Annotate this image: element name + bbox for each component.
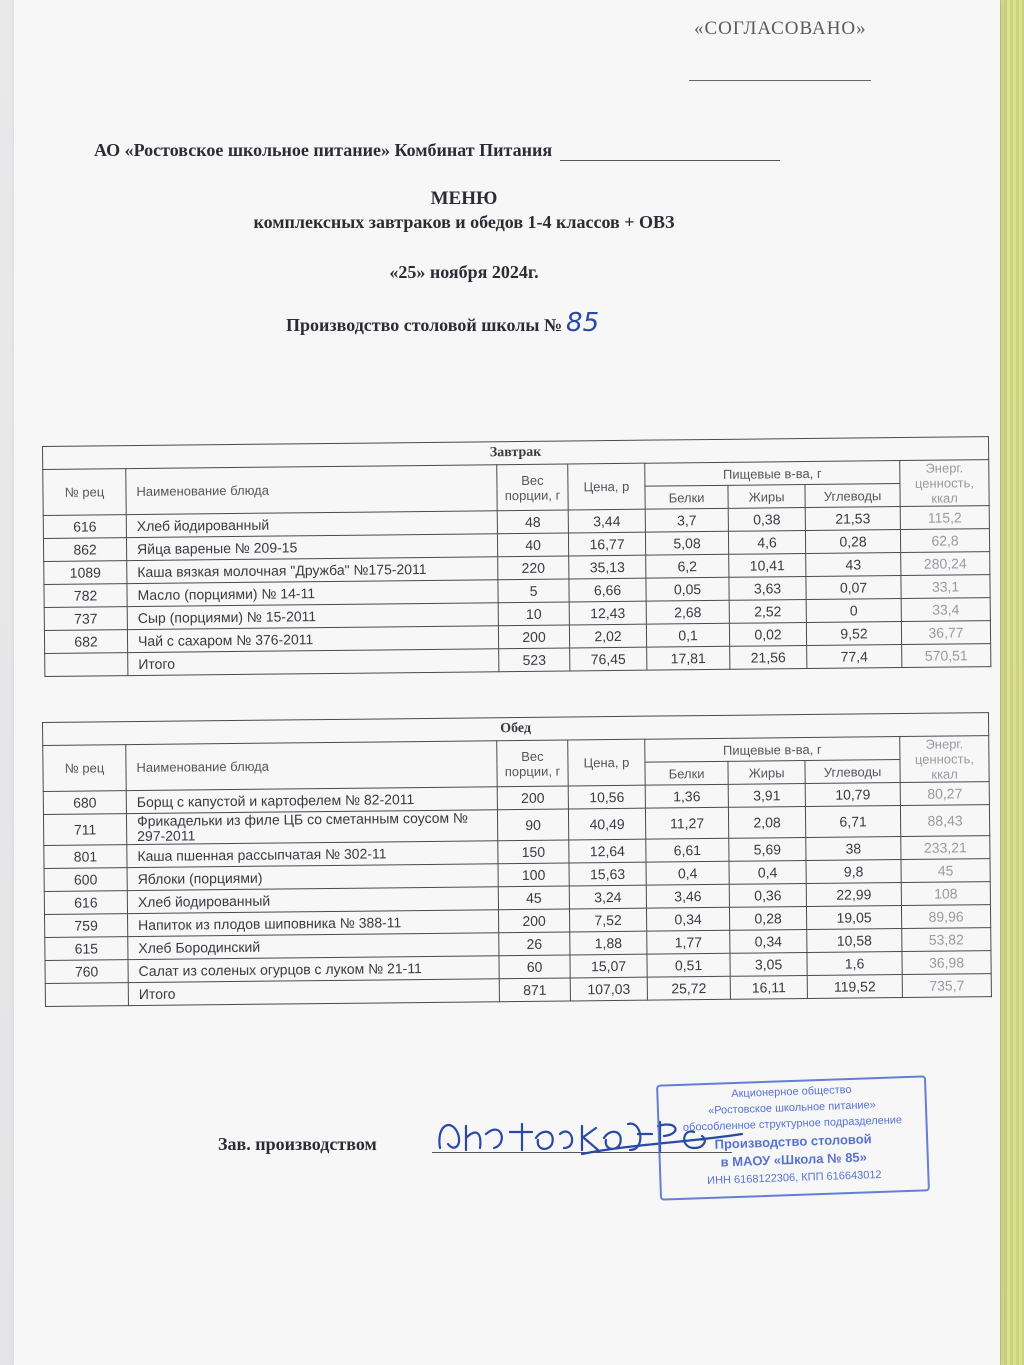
cell-energy: 280,24 xyxy=(901,552,990,576)
cell-price: 6,66 xyxy=(569,578,646,602)
cell-fat: 3,91 xyxy=(728,784,805,808)
cell-protein: 3,7 xyxy=(645,508,728,532)
cell-weight: 150 xyxy=(498,840,569,864)
col-name-header: Наименование блюда xyxy=(126,741,497,791)
cell-weight: 100 xyxy=(498,863,569,887)
total-fat: 21,56 xyxy=(730,646,807,670)
cell-protein: 11,27 xyxy=(645,807,728,839)
col-price-header: Цена, р xyxy=(568,463,645,510)
cell-protein: 5,08 xyxy=(645,531,728,555)
total-label: Итого xyxy=(128,979,499,1006)
cell-price: 12,43 xyxy=(569,601,646,625)
cell-weight: 45 xyxy=(498,886,569,910)
col-energy-header: Энерг. ценность, ккал xyxy=(900,736,989,783)
cell-carbs: 43 xyxy=(806,553,901,577)
breakfast-title: Завтрак xyxy=(43,437,989,470)
cell-fat: 2,52 xyxy=(729,600,806,624)
col-weight-header: Вес порции, г xyxy=(497,740,568,787)
col-fat-header: Жиры xyxy=(728,485,805,509)
cell-price: 12,64 xyxy=(569,839,646,863)
cell-weight: 90 xyxy=(497,809,568,841)
cell-energy: 233,21 xyxy=(901,836,990,860)
cell-name: Хлеб Бородинский xyxy=(128,933,499,960)
cell-carbs: 1,6 xyxy=(807,952,902,976)
agreed-signature-line xyxy=(689,80,871,81)
col-fat-header: Жиры xyxy=(728,761,805,785)
background-curtain xyxy=(998,0,1024,1365)
organization-name: АО «Ростовское школьное питание» Комбинат Питания xyxy=(94,140,553,160)
agreed-heading: «СОГЛАСОВАНО» xyxy=(694,18,867,39)
cell-weight: 5 xyxy=(498,579,569,603)
cell-fat: 5,69 xyxy=(729,838,806,862)
col-name-header: Наименование блюда xyxy=(126,465,497,515)
cell-price: 10,56 xyxy=(568,785,645,809)
col-energy-header: Энерг. ценность, ккал xyxy=(900,460,989,507)
cell-num: 760 xyxy=(45,960,128,984)
cell-energy: 115,2 xyxy=(900,506,989,530)
cell-price: 16,77 xyxy=(568,532,645,556)
cell-price: 1,88 xyxy=(570,931,647,955)
cell-energy: 88,43 xyxy=(900,805,989,837)
cell-name: Салат из соленых огурцов с луком № 21-11 xyxy=(128,956,499,983)
stamp-line-6: ИНН 6168122306, КПП 616643012 xyxy=(706,1168,882,1188)
cell-protein: 0,34 xyxy=(646,907,729,931)
cell-blank xyxy=(45,983,128,1007)
lunch-title: Обед xyxy=(43,713,989,746)
cell-name: Яблоки (порциями) xyxy=(127,864,498,891)
cell-price: 35,13 xyxy=(569,555,646,579)
cell-price: 15,63 xyxy=(569,862,646,886)
cell-name: Напиток из плодов шиповника № 388-11 xyxy=(128,910,499,937)
cell-protein: 1,36 xyxy=(645,784,728,808)
cell-carbs: 38 xyxy=(806,837,901,861)
stamp-line-5: в МАОУ «Школа № 85» xyxy=(720,1149,868,1170)
total-price: 76,45 xyxy=(570,647,647,671)
cell-energy: 62,8 xyxy=(900,529,989,553)
cell-fat: 0,4 xyxy=(729,861,806,885)
cell-weight: 200 xyxy=(497,786,568,810)
cell-num: 615 xyxy=(45,937,128,961)
total-weight: 871 xyxy=(499,978,570,1002)
cell-fat: 0,34 xyxy=(730,930,807,954)
cell-price: 7,52 xyxy=(569,908,646,932)
total-protein: 17,81 xyxy=(647,646,730,670)
cell-num: 616 xyxy=(44,891,127,915)
school-number-handwritten: 85 xyxy=(566,308,600,338)
cell-name: Сыр (порциями) № 15-2011 xyxy=(127,603,498,630)
cell-fat: 4,6 xyxy=(728,531,805,555)
cell-carbs: 0,07 xyxy=(806,576,901,600)
cell-protein: 2,68 xyxy=(646,600,729,624)
cell-weight: 48 xyxy=(497,510,568,534)
cell-num: 680 xyxy=(43,791,126,815)
cell-name: Масло (порциями) № 14-11 xyxy=(127,580,498,607)
col-num-header: № рец xyxy=(43,745,126,792)
cell-name: Хлеб йодированный xyxy=(126,511,497,538)
lunch-table xyxy=(42,712,992,1007)
cell-energy: 33,4 xyxy=(901,598,990,622)
cell-carbs: 22,99 xyxy=(806,883,901,907)
cell-num: 616 xyxy=(43,515,126,539)
cell-num: 782 xyxy=(44,584,127,608)
cell-weight: 200 xyxy=(498,625,569,649)
col-nutrients-header: Пищевые в-ва, г xyxy=(645,461,900,487)
breakfast-table xyxy=(42,436,991,677)
cell-energy: 53,82 xyxy=(902,928,991,952)
total-energy: 570,51 xyxy=(902,644,991,668)
cell-price: 2,02 xyxy=(569,624,646,648)
production-line xyxy=(286,308,599,338)
cell-carbs: 10,79 xyxy=(805,783,900,807)
cell-protein: 6,2 xyxy=(646,554,729,578)
cell-num: 1089 xyxy=(44,561,127,585)
col-carbs-header: Углеводы xyxy=(805,484,900,508)
cell-num: 682 xyxy=(44,630,127,654)
col-protein-header: Белки xyxy=(645,761,728,785)
cell-num: 862 xyxy=(43,538,126,562)
stamp-line-4: Производство столовой xyxy=(714,1131,872,1152)
col-nutrients-header: Пищевые в-ва, г xyxy=(645,737,900,763)
col-price-header: Цена, р xyxy=(568,739,645,786)
cell-fat: 0,36 xyxy=(729,884,806,908)
cell-price: 3,44 xyxy=(568,509,645,533)
cell-fat: 2,08 xyxy=(728,807,805,839)
cell-price: 40,49 xyxy=(568,808,645,840)
cell-weight: 10 xyxy=(498,602,569,626)
organization-line xyxy=(94,140,780,161)
cell-protein: 0,51 xyxy=(647,953,730,977)
cell-name: Каша вязкая молочная "Дружба" №175-2011 xyxy=(127,557,498,584)
cell-energy: 89,96 xyxy=(901,905,990,929)
document-page xyxy=(14,0,1000,1365)
total-price: 107,03 xyxy=(570,977,647,1001)
cell-carbs: 0,28 xyxy=(805,530,900,554)
cell-weight: 200 xyxy=(498,909,569,933)
menu-subtitle: комплексных завтраков и обедов 1-4 классов + ОВЗ xyxy=(253,212,675,232)
cell-num: 759 xyxy=(45,914,128,938)
production-label: Производство столовой школы № xyxy=(286,315,563,335)
cell-num: 737 xyxy=(44,607,127,631)
cell-protein: 0,1 xyxy=(646,623,729,647)
cell-name: Каша пшенная рассыпчатая № 302-11 xyxy=(127,841,498,868)
cell-energy: 33,1 xyxy=(901,575,990,599)
cell-num: 711 xyxy=(43,814,126,846)
cell-weight: 40 xyxy=(497,533,568,557)
cell-blank xyxy=(45,653,128,677)
cell-name: Яйца вареные № 209-15 xyxy=(126,534,497,561)
total-carbs: 119,52 xyxy=(807,975,902,999)
cell-fat: 3,05 xyxy=(730,953,807,977)
total-energy: 735,7 xyxy=(902,974,991,998)
cell-weight: 220 xyxy=(498,556,569,580)
cell-energy: 80,27 xyxy=(900,782,989,806)
cell-carbs: 10,58 xyxy=(807,929,902,953)
cell-weight: 60 xyxy=(499,955,570,979)
total-fat: 16,11 xyxy=(730,976,807,1000)
stamp-line-2: «Ростовское школьное питание» xyxy=(707,1099,877,1117)
col-weight-header: Вес порции, г xyxy=(497,464,568,511)
production-manager-label: Зав. производством xyxy=(218,1134,377,1154)
organization-stamp xyxy=(656,1075,930,1200)
menu-title: МЕНЮ xyxy=(430,188,498,209)
cell-name: Чай с сахаром № 376-2011 xyxy=(127,626,498,653)
menu-date: «25» ноября 2024г. xyxy=(389,262,539,282)
total-label: Итого xyxy=(128,649,499,676)
cell-protein: 3,46 xyxy=(646,884,729,908)
cell-energy: 36,98 xyxy=(902,951,991,975)
total-carbs: 77,4 xyxy=(807,645,902,669)
cell-protein: 0,4 xyxy=(646,861,729,885)
cell-num: 801 xyxy=(44,845,127,869)
cell-name: Борщ с капустой и картофелем № 82-2011 xyxy=(126,787,497,814)
total-weight: 523 xyxy=(499,648,570,672)
cell-energy: 36,77 xyxy=(901,621,990,645)
col-protein-header: Белки xyxy=(645,485,728,509)
cell-price: 15,07 xyxy=(570,954,647,978)
cell-protein: 1,77 xyxy=(647,930,730,954)
cell-carbs: 6,71 xyxy=(805,806,900,838)
stamp-line-3: обособленное структурное подразделение xyxy=(682,1114,903,1134)
cell-carbs: 0 xyxy=(806,599,901,623)
cell-carbs: 9,8 xyxy=(806,860,901,884)
stamp-line-1: Акционерное общество xyxy=(731,1083,852,1101)
cell-energy: 45 xyxy=(901,859,990,883)
cell-fat: 3,63 xyxy=(729,577,806,601)
cell-fat: 10,41 xyxy=(729,554,806,578)
cell-fat: 0,02 xyxy=(729,623,806,647)
cell-name: Хлеб йодированный xyxy=(127,887,498,914)
total-protein: 25,72 xyxy=(647,976,730,1000)
cell-carbs: 9,52 xyxy=(806,622,901,646)
cell-protein: 6,61 xyxy=(646,838,729,862)
cell-weight: 26 xyxy=(499,932,570,956)
cell-num: 600 xyxy=(44,868,127,892)
cell-energy: 108 xyxy=(901,882,990,906)
col-num-header: № рец xyxy=(43,469,126,516)
col-carbs-header: Углеводы xyxy=(805,760,900,784)
cell-carbs: 19,05 xyxy=(806,906,901,930)
cell-name: Фрикадельки из филе ЦБ со сметанным соусом № 297-2011 xyxy=(126,810,497,845)
cell-price: 3,24 xyxy=(569,885,646,909)
cell-fat: 0,28 xyxy=(729,907,806,931)
cell-fat: 0,38 xyxy=(728,508,805,532)
cell-carbs: 21,53 xyxy=(805,507,900,531)
organization-blank-line xyxy=(560,142,780,161)
cell-protein: 0,05 xyxy=(646,577,729,601)
